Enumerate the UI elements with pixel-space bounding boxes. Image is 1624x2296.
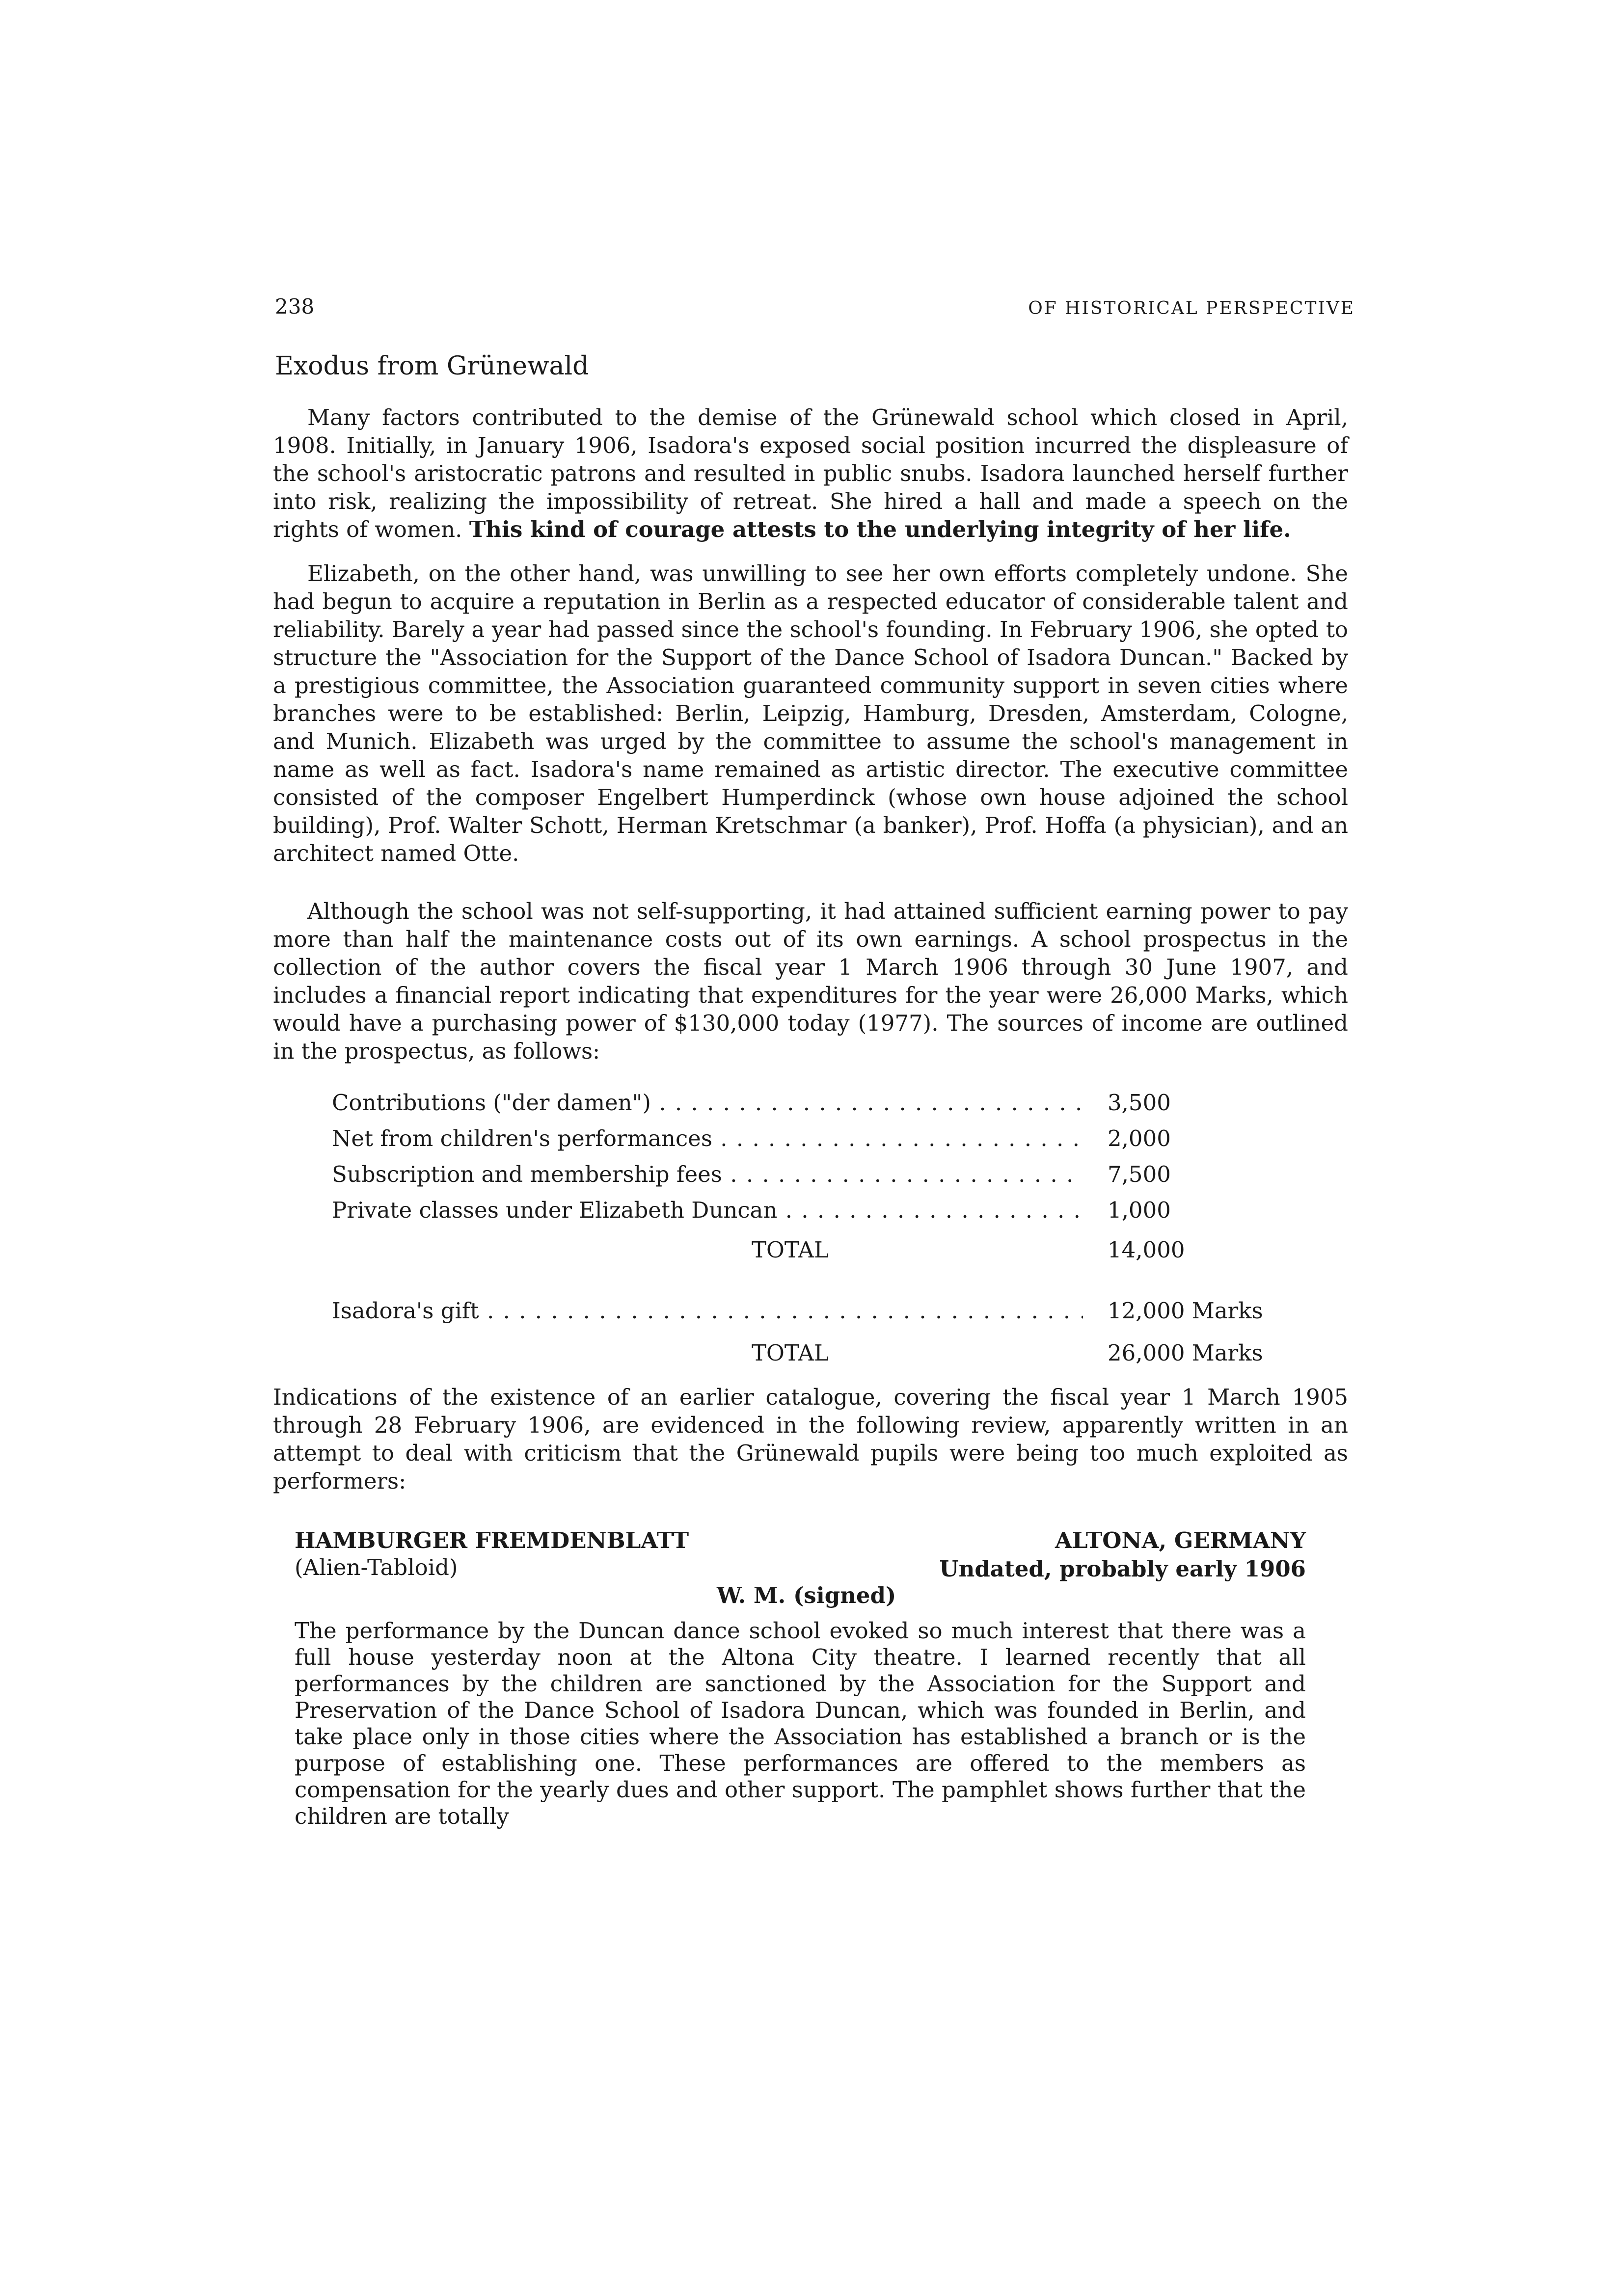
gift-value: 12,000 Marks [1108, 1298, 1263, 1324]
section-heading: Exodus from Grünewald [275, 351, 589, 381]
income-value: 3,500 [1108, 1090, 1171, 1116]
paragraph-1-text: Many factors contributed to the demise of the Grünewald school which closed in April, 1908. Initially, in January 1906, Isadora's exposed social position incurred the displeasure of the school's aristocratic patrons and resulted in public snubs. Isadora launched herself further into risk, realizing the impossibility of retreat. She hired a hall and made a speech on the rights of women. [273, 404, 1348, 542]
gift-label: Isadora's gift . . . [332, 1298, 1083, 1324]
page-number: 238 [275, 294, 315, 319]
income-row [332, 1161, 1265, 1191]
income-value: 2,000 [1108, 1125, 1171, 1151]
total-row [332, 1340, 1265, 1369]
subtotal-row [332, 1237, 1265, 1266]
running-head: OF HISTORICAL PERSPECTIVE [1028, 298, 1355, 319]
total-label: TOTAL [752, 1340, 829, 1366]
review-header [295, 1527, 1306, 1616]
review-source-translation: (Alien-Tabloid) [295, 1554, 458, 1580]
subtotal-label: TOTAL [752, 1237, 829, 1263]
income-label: Net from children's performances . . . [332, 1125, 1083, 1151]
subtotal-value: 14,000 [1108, 1237, 1185, 1263]
gift-row [332, 1298, 1265, 1327]
review-text: The performance by the Duncan dance school evoked so much interest that there was a full house yesterday noon at the Altona City theatre. I learned recently that all performances by the children are sanctioned by the Association for the Support and Preservation of the Dance School of Isadora Duncan, which was founded in Berlin, and take place only in those cities where the Association has established a branch or is the purpose of establishing one. These performances are offered to the members as compensation for the yearly dues and other support. The pamphlet shows further that the children are totally [295, 1618, 1306, 1829]
paragraph-3: Although the school was not self-supporting, it had attained sufficient earning power to pay more than half the maintenance costs out of its own earnings. A school prospectus in the collection of the author covers the fiscal year 1 March 1906 through 30 June 1907, and includes a financial report indicating that expenditures for the year were 26,000 Marks, which would have a purchasing power of $130,000 today (1977). The sources of income are outlined in the prospectus, as follows: [273, 898, 1348, 1064]
paragraph-2: Elizabeth, on the other hand, was unwilling to see her own efforts completely undone. She had begun to acquire a reputation in Berlin as a respected educator of considerable talent and reliability. Barely a year had passed since the school's founding. In February 1906, she opted to structure the "Association for the Support of the Dance School of Isadora Duncan." Backed by a prestigious committee, the Association guaranteed community support in seven cities where branches were to be established: Berlin, Leipzig, Hamburg, Dresden, Amsterdam, Cologne, and Munich. Elizabeth was urged by the committee to assume the school's management in name as well as fact. Isadora's name remained as artistic director. The executive committee consisted of the composer Engelbert Humperdinck (whose own house adjoined the school building), Prof. Walter Schott, Herman Kretschmar (a banker), Prof. Hoffa (a physician), and an architect named Otte. [273, 561, 1348, 866]
review-location: ALTONA, GERMANY [1055, 1527, 1306, 1553]
income-row [332, 1125, 1265, 1155]
income-table [332, 1090, 1265, 1364]
income-label: Contributions ("der damen") . . . [332, 1090, 1083, 1116]
review-source: HAMBURGER FREMDENBLATT [295, 1527, 689, 1553]
income-value: 1,000 [1108, 1197, 1171, 1223]
income-label: Private classes under Elizabeth Duncan . . . [332, 1197, 1083, 1223]
income-label: Subscription and membership fees . . . [332, 1161, 1083, 1187]
paragraph-1 [273, 403, 1348, 543]
review-signature: W. M. (signed) [717, 1582, 896, 1608]
income-row [332, 1090, 1265, 1119]
income-row [332, 1197, 1265, 1227]
total-value: 26,000 Marks [1108, 1340, 1263, 1366]
paragraph-1-emphasis: This kind of courage attests to the underlying integrity of her life. [469, 516, 1291, 542]
income-value: 7,500 [1108, 1161, 1171, 1187]
review-date: Undated, probably early 1906 [939, 1556, 1306, 1582]
paragraph-4: Indications of the existence of an earlier catalogue, covering the fiscal year 1 March 1905 through 28 February 1906, are evidenced in the following review, apparently written in an attempt to deal with criticism that the Grünewald pupils were being too much exploited as performers: [273, 1384, 1348, 1494]
